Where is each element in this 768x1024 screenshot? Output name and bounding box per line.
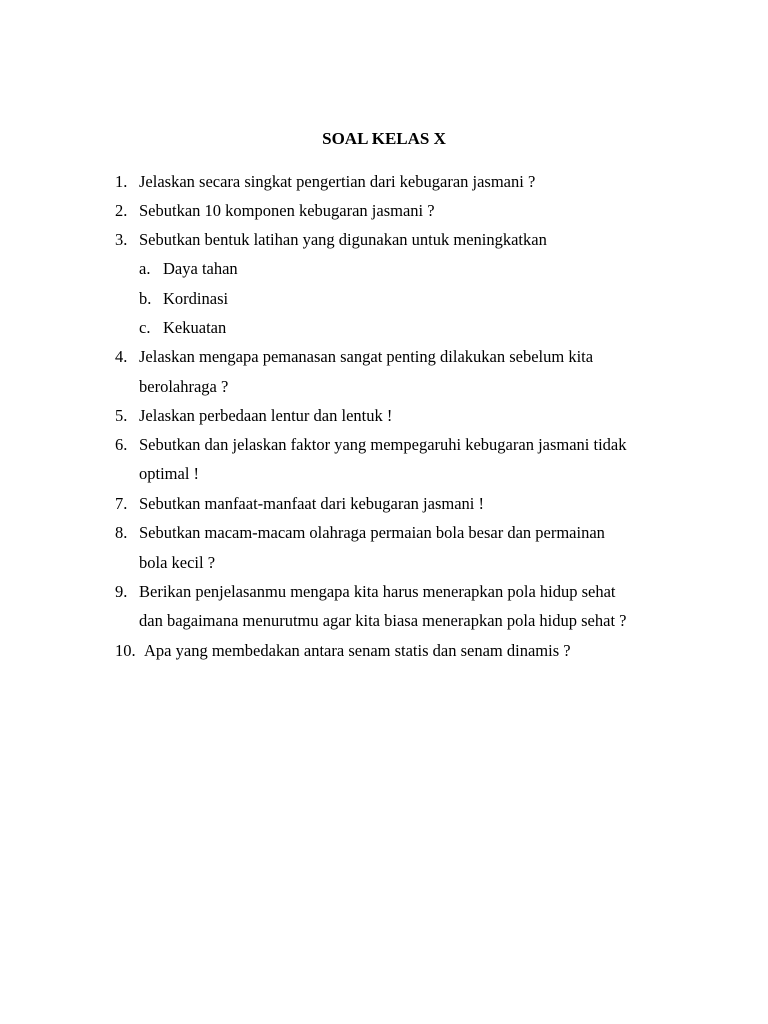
question-text: Jelaskan mengapa pemanasan sangat penting dilakukan sebelum kita [139, 347, 594, 366]
question-number: 2. [115, 201, 128, 220]
question-text: Jelaskan perbedaan lentur dan lentuk ! [139, 406, 393, 425]
sub-item-letter: a. [139, 259, 151, 278]
question-number: 10. [115, 641, 136, 660]
question-text: Sebutkan manfaat-manfaat dari kebugaran jasmani ! [139, 494, 484, 513]
page-title: SOAL KELAS X [322, 129, 446, 148]
question-number: 8. [115, 523, 128, 542]
question-text: Sebutkan dan jelaskan faktor yang mempegaruhi kebugaran jasmani tidak [139, 435, 627, 454]
question-number: 6. [115, 435, 128, 454]
sub-item-letter: b. [139, 289, 152, 308]
question-number: 7. [115, 494, 128, 513]
question-text: dan bagaimana menurutmu agar kita biasa menerapkan pola hidup sehat ? [139, 611, 627, 630]
question-number: 1. [115, 172, 128, 191]
question-text: Sebutkan 10 komponen kebugaran jasmani ? [139, 201, 435, 220]
sub-item-text: Kordinasi [163, 289, 229, 308]
sub-item-text: Daya tahan [163, 259, 238, 278]
question-text: bola kecil ? [139, 553, 216, 572]
question-text: berolahraga ? [139, 377, 229, 396]
question-text: optimal ! [139, 464, 200, 483]
sub-item-text: Kekuatan [163, 318, 227, 337]
question-text: Jelaskan secara singkat pengertian dari kebugaran jasmani ? [139, 172, 536, 191]
question-number: 5. [115, 406, 128, 425]
sub-item-letter: c. [139, 318, 151, 337]
question-number: 4. [115, 347, 128, 366]
question-number: 3. [115, 230, 128, 249]
question-text: Sebutkan bentuk latihan yang digunakan untuk meningkatkan [139, 230, 547, 249]
question-text: Sebutkan macam-macam olahraga permaian bola besar dan permainan [139, 523, 605, 542]
question-text: Apa yang membedakan antara senam statis dan senam dinamis ? [144, 641, 571, 660]
question-number: 9. [115, 582, 128, 601]
question-text: Berikan penjelasanmu mengapa kita harus menerapkan pola hidup sehat [139, 582, 616, 601]
